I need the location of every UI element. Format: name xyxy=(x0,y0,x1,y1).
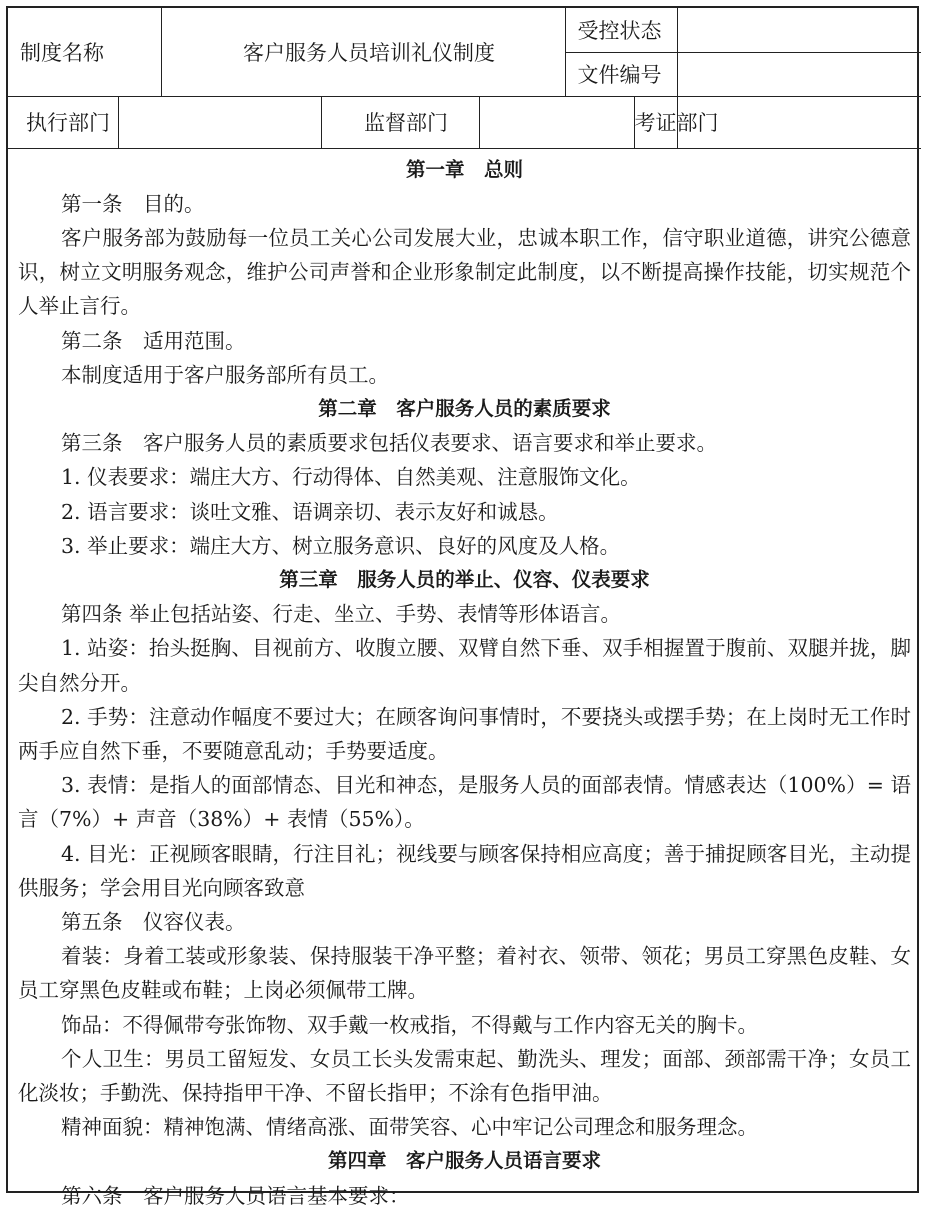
control-status-label: 受控状态 xyxy=(565,8,677,52)
body-paragraph: 2. 手势：注意动作幅度不要过大；在顾客询问事情时，不要挠头或摆手势；在上岗时无工作时两手应自然下垂，不要随意乱动；手势要适度。 xyxy=(18,704,911,763)
body-paragraph: 1. 站姿：抬头挺胸、目视前方、收腹立腰、双臂自然下垂、双手相握置于腹前、双腿并拢，脚尖自然分开。 xyxy=(18,636,911,695)
body-paragraph: 1. 仪表要求：端庄大方、行动得体、自然美观、注意服饰文化。 xyxy=(61,465,641,490)
document-frame xyxy=(6,6,919,1208)
body-paragraph: 2. 语言要求：谈吐文雅、语调亲切、表示友好和诚恳。 xyxy=(61,499,559,524)
body-paragraph: 第四条 举止包括站姿、行走、坐立、手势、表情等形体语言。 xyxy=(61,602,622,627)
body-paragraph: 3. 表情：是指人的面部情态、目光和神态，是服务人员的面部表情。情感表达（100%）= 语言（7%）+ 声音（38%）+ 表情（55%）。 xyxy=(18,773,911,832)
control-status-value xyxy=(677,8,921,52)
doc-number-value xyxy=(677,52,921,96)
chapter-heading: 第四章 客户服务人员语言要求 xyxy=(327,1149,601,1173)
supervise-dept-value xyxy=(479,96,634,148)
body-paragraph: 第二条 适用范围。 xyxy=(61,328,246,353)
body-paragraph: 本制度适用于客户服务部所有员工。 xyxy=(61,362,389,387)
body-paragraph: 第一条 目的。 xyxy=(61,191,205,216)
body-paragraph: 4. 目光：正视顾客眼睛，行注目礼；视线要与顾客保持相应高度；善于捕捉顾客目光，主动提供服务；学会用目光向顾客致意 xyxy=(18,841,911,900)
name-value: 客户服务人员培训礼仪制度 xyxy=(161,8,565,96)
body-paragraph: 客户服务部为鼓励每一位员工关心公司发展大业，忠诚本职工作，信守职业道德，讲究公德意识，树立文明服务观念，维护公司声誉和企业形象制定此制度，以不断提高操作技能，切实规范个人举止言行。 xyxy=(18,225,911,319)
body-paragraph: 饰品：不得佩带夸张饰物、双手戴一枚戒指，不得戴与工作内容无关的胸卡。 xyxy=(61,1012,758,1037)
document-body xyxy=(8,149,917,1213)
header-table xyxy=(8,8,921,149)
verify-dept-label: 考证部门 xyxy=(634,96,677,148)
name-label: 制度名称 xyxy=(8,8,161,96)
body-paragraph: 着装：身着工装或形象装、保持服装干净平整；着衬衣、领带、领花；男员工穿黑色皮鞋、女员工穿黑色皮鞋或布鞋；上岗必须佩带工牌。 xyxy=(18,944,911,1003)
body-paragraph: 个人卫生：男员工留短发、女员工长头发需束起、勤洗头、理发；面部、颈部需干净；女员工化淡妆；手勤洗、保持指甲干净、不留长指甲；不涂有色指甲油。 xyxy=(18,1046,911,1105)
chapter-heading: 第二章 客户服务人员的素质要求 xyxy=(318,396,611,420)
exec-dept-label: 执行部门 xyxy=(8,96,118,148)
chapter-heading: 第一章 总则 xyxy=(405,157,523,181)
doc-number-label: 文件编号 xyxy=(565,52,677,96)
body-paragraph: 3. 举止要求：端庄大方、树立服务意识、良好的风度及人格。 xyxy=(61,533,621,558)
body-paragraph: 第五条 仪容仪表。 xyxy=(61,909,246,934)
body-paragraph: 第三条 客户服务人员的素质要求包括仪表要求、语言要求和举止要求。 xyxy=(61,431,717,456)
body-paragraph: 精神面貌：精神饱满、情绪高涨、面带笑容、心中牢记公司理念和服务理念。 xyxy=(61,1115,758,1140)
exec-dept-value xyxy=(118,96,321,148)
body-paragraph: 第六条 客户服务人员语言基本要求： xyxy=(61,1183,410,1208)
supervise-dept-label: 监督部门 xyxy=(321,96,479,148)
chapter-heading: 第三章 服务人员的举止、仪容、仪表要求 xyxy=(279,567,650,591)
